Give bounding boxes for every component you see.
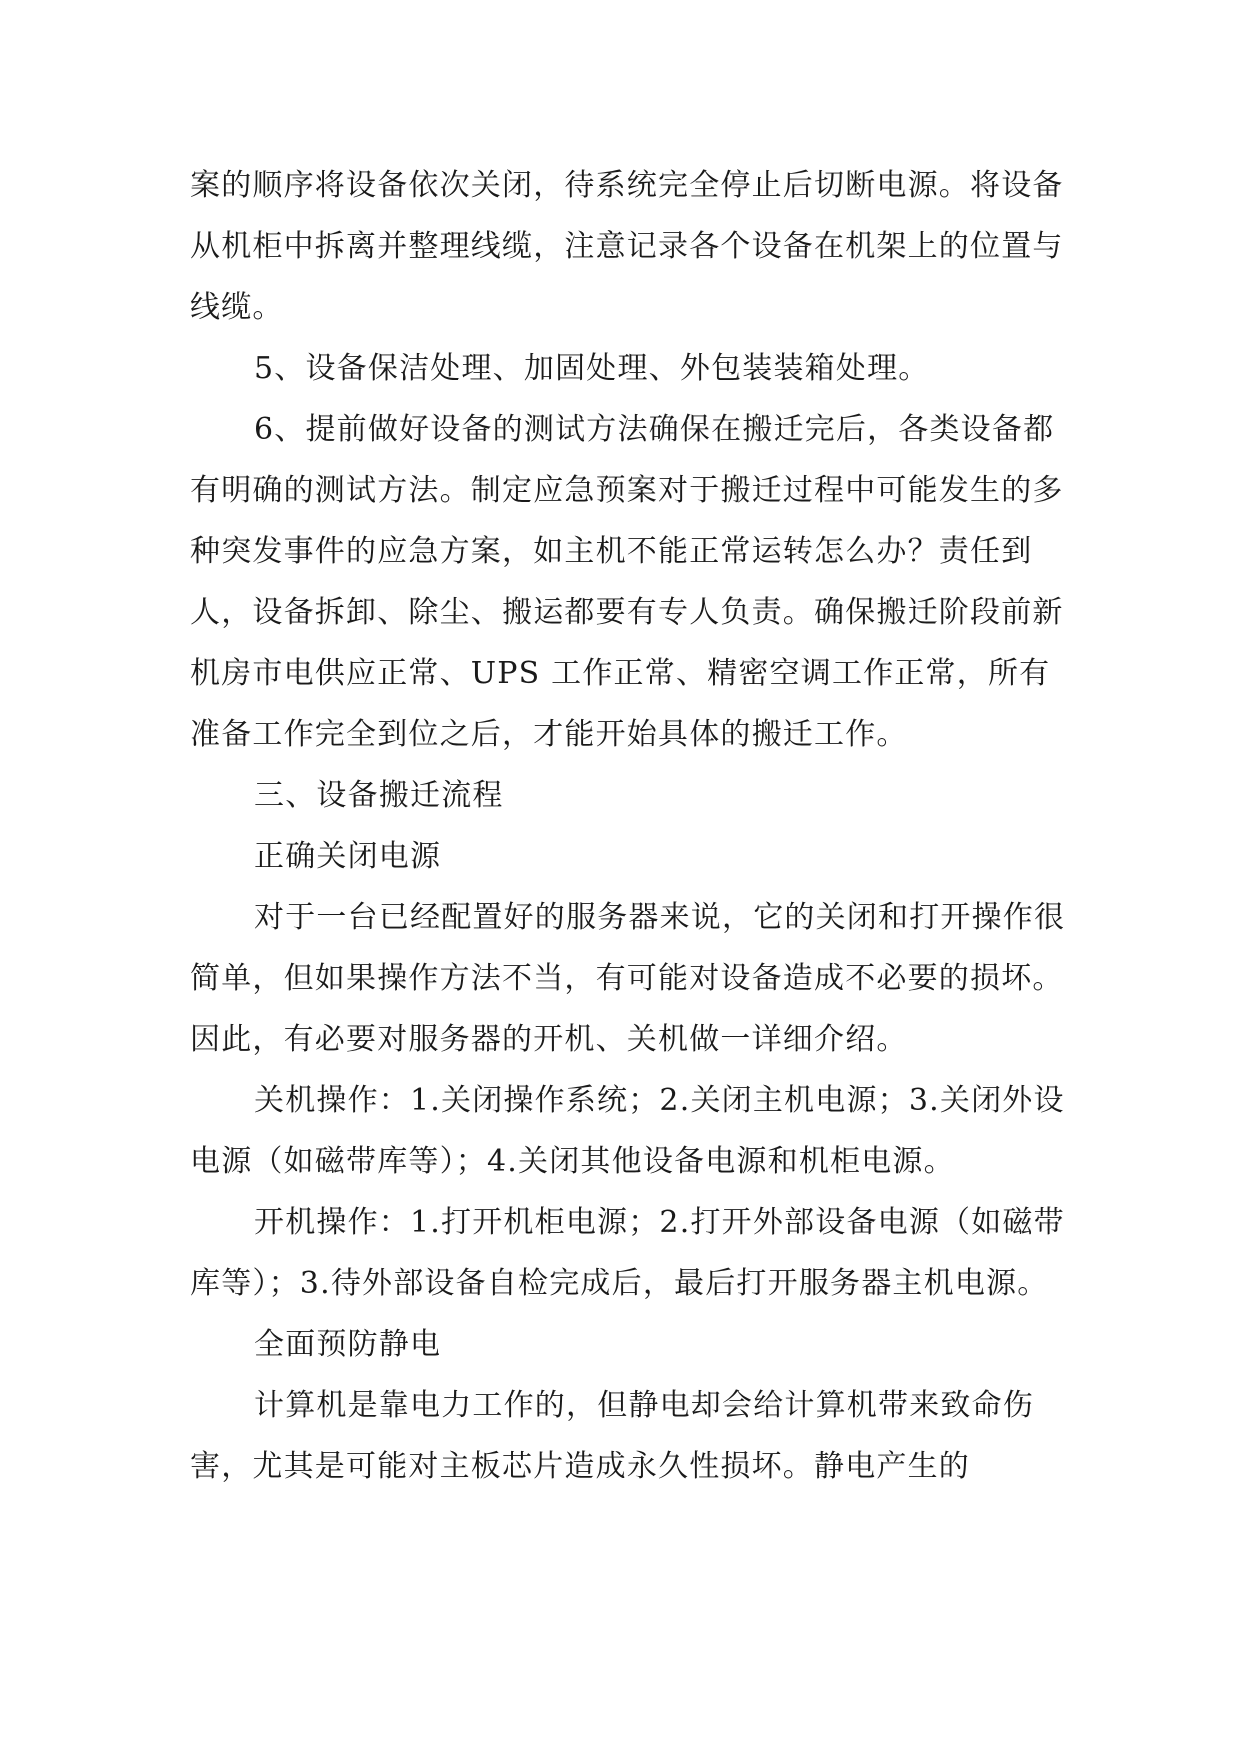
document-body	[190, 155, 1070, 1497]
paragraph-static-intro: 计算机是靠电力工作的，但静电却会给计算机带来致命伤害，尤其是可能对主板芯片造成永久性损坏。静电产生的	[190, 1388, 1034, 1484]
paragraph-item-6: 6、提前做好设备的测试方法确保在搬迁完后，各类设备都有明确的测试方法。制定应急预案对于搬迁过程中可能发生的多种突发事件的应急方案，如主机不能正常运转怎么办？责任到人，设备拆卸、除尘、搬运都要有专人负责。确保搬迁阶段前新机房市电供应正常、UPS 工作正常、精密空调工作正常，所有准备工作完全到位之后，才能开始具体的搬迁工作。	[190, 412, 1064, 752]
paragraph-item-5: 5、设备保洁处理、加固处理、外包装装箱处理。	[254, 351, 930, 386]
section-heading-relocation-process: 三、设备搬迁流程	[254, 778, 504, 813]
paragraph-shutdown-steps: 关机操作：1.关闭操作系统；2.关闭主机电源；3.关闭外设电源（如磁带库等）；4.关闭其他设备电源和机柜电源。	[190, 1083, 1065, 1179]
subheading-power-off: 正确关闭电源	[254, 839, 442, 874]
paragraph-startup-steps: 开机操作：1.打开机柜电源；2.打开外部设备电源（如磁带库等）；3.待外部设备自检完成后，最后打开服务器主机电源。	[190, 1205, 1065, 1301]
subheading-static-prevention: 全面预防静电	[254, 1327, 442, 1362]
paragraph-server-intro: 对于一台已经配置好的服务器来说，它的关闭和打开操作很简单，但如果操作方法不当，有可能对设备造成不必要的损坏。因此，有必要对服务器的开机、关机做一详细介绍。	[190, 900, 1066, 1057]
paragraph-continuation: 案的顺序将设备依次关闭，待系统完全停止后切断电源。将设备从机柜中拆离并整理线缆，注意记录各个设备在机架上的位置与线缆。	[190, 168, 1064, 325]
